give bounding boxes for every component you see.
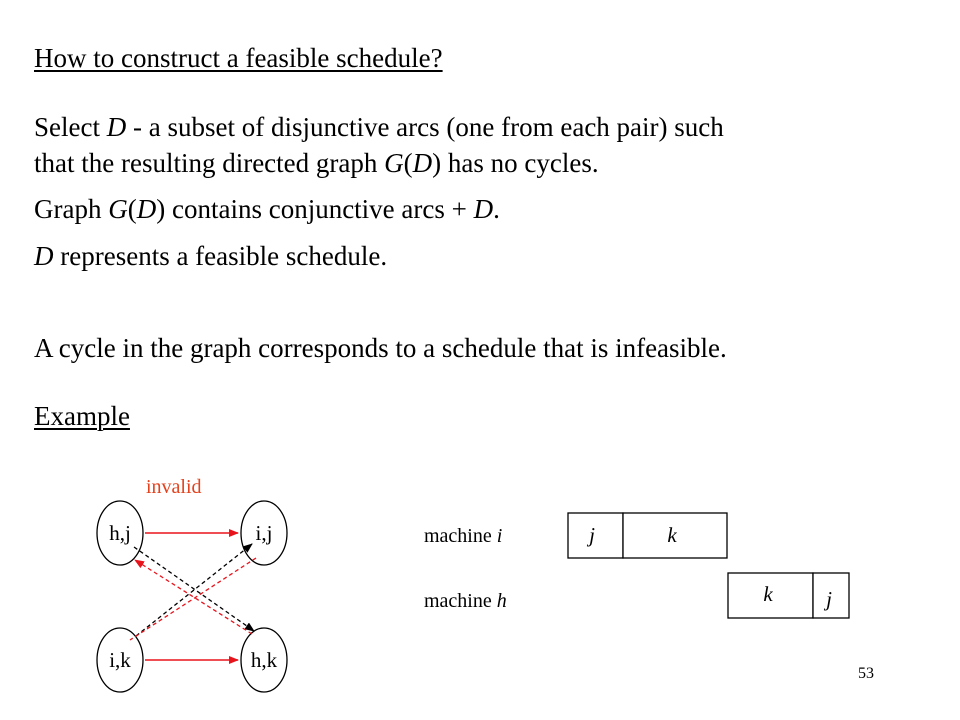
text-run: Graph [34,194,109,224]
invalid-label: invalid [146,476,202,498]
slide-heading: How to construct a feasible schedule? [34,43,443,73]
text-run: D [473,194,494,224]
paragraph-4: A cycle in the graph corresponds to a schedule that is infeasible. [34,333,727,363]
text-run: Select [34,112,107,142]
text-run: h [496,590,507,612]
text-run: . [493,194,500,224]
machine-i-job-j-label: j [589,523,595,547]
text-run: i [496,525,503,547]
text-run: D [34,241,54,271]
machine-h-job-k-label: k [763,582,773,606]
text-run: G [108,194,128,224]
machine-i-job-k-label: k [667,523,677,547]
text-run: ( [127,194,137,224]
machine-h-job-j-label: j [826,587,832,611]
text-run: - a subset of disjunctive arcs (one from each pair) such [126,112,724,142]
machine-i-job-j-block [568,513,623,558]
text-run: D [412,148,433,178]
text-run: that the resulting directed graph [34,148,385,178]
node-hk-label: h,k [250,648,278,672]
node-hj-label: h,j [109,521,131,545]
text-run: machine [424,590,497,612]
text-run: D [106,112,127,142]
example-label: Example [34,401,130,431]
node-ij-label: i,j [255,521,273,545]
arc-ik-to-ij [136,544,252,636]
machine-h-label [424,590,507,612]
arc-hj-to-hk [134,547,254,631]
text-run: G [384,148,404,178]
node-ik-label: i,k [109,648,131,672]
page-number: 53 [858,665,874,682]
text-run: represents a feasible schedule. [53,241,388,271]
text-run: D [136,194,157,224]
arc-ij-to-ik [130,558,256,640]
text-run: ( [403,148,413,178]
text-run: machine [424,525,497,547]
machine-i-label [424,525,502,547]
text-run: ) has no cycles. [432,148,599,178]
text-run: ) contains conjunctive arcs + [156,194,474,224]
